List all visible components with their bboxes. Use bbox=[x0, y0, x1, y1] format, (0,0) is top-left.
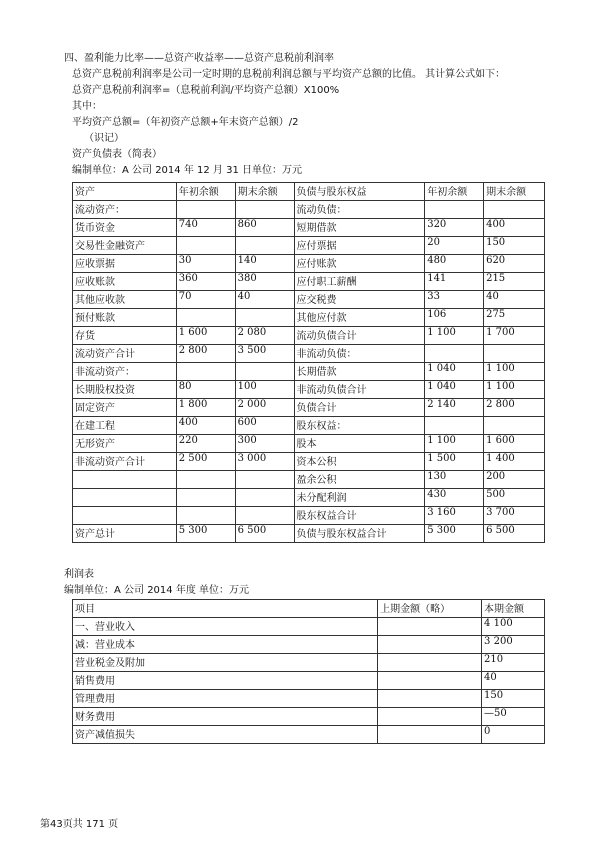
balance-sheet-unit: 编制单位：A 公司 2014 年 12 月 31 日单位：万元 bbox=[72, 165, 302, 176]
table-cell: 股东权益合计 bbox=[294, 507, 425, 525]
table-cell: 141 bbox=[425, 273, 484, 291]
table-cell: 1 040 bbox=[425, 363, 484, 381]
balance-sheet-title: 资产负债表（简表） bbox=[72, 149, 162, 160]
table-cell: 交易性金融资产 bbox=[73, 237, 177, 255]
table-cell: 220 bbox=[176, 435, 235, 453]
table-cell: 6 500 bbox=[484, 525, 545, 543]
table-cell: 80 bbox=[176, 381, 235, 399]
table-cell: 740 bbox=[176, 219, 235, 237]
table-row bbox=[73, 345, 545, 363]
table-cell: 215 bbox=[484, 273, 545, 291]
table-cell: 预付账款 bbox=[73, 309, 177, 327]
section-heading: 四、盈利能力比率——总资产收益率——总资产息税前利润率 bbox=[64, 53, 334, 64]
table-cell bbox=[176, 237, 235, 255]
table-cell: 3 000 bbox=[235, 453, 294, 471]
formula-text: 总资产息税前利润率=（息税前利润/平均资产总额）X100% bbox=[72, 85, 340, 96]
table-cell: 380 bbox=[235, 273, 294, 291]
table-cell: 620 bbox=[484, 255, 545, 273]
table-cell bbox=[235, 237, 294, 255]
table-cell: 应付职工薪酬 bbox=[294, 273, 425, 291]
table-cell bbox=[378, 654, 482, 672]
table-cell: 500 bbox=[484, 489, 545, 507]
table-cell: 1 800 bbox=[176, 399, 235, 417]
table-cell bbox=[73, 507, 177, 525]
table-cell: 300 bbox=[235, 435, 294, 453]
table-cell bbox=[176, 309, 235, 327]
table-cell bbox=[425, 345, 484, 363]
table-row bbox=[73, 201, 545, 219]
table-cell: 应付账款 bbox=[294, 255, 425, 273]
table-cell: 860 bbox=[235, 219, 294, 237]
table-cell bbox=[484, 345, 545, 363]
table-cell: 600 bbox=[235, 417, 294, 435]
income-unit: 编制单位：A 公司 2014 年度 单位：万元 bbox=[64, 585, 250, 596]
table-cell: 4 100 bbox=[482, 618, 545, 636]
table-cell: 项目 bbox=[73, 600, 378, 618]
table-row bbox=[73, 525, 545, 543]
table-cell: 1 700 bbox=[484, 327, 545, 345]
table-header-row bbox=[73, 183, 545, 201]
table-cell: 1 040 bbox=[425, 381, 484, 399]
table-cell bbox=[378, 672, 482, 690]
income-title: 利润表 bbox=[64, 569, 94, 580]
table-cell bbox=[176, 471, 235, 489]
table-cell: 非流动负债： bbox=[294, 345, 425, 363]
table-row bbox=[73, 291, 545, 309]
avg-formula-text: 平均资产总额=（年初资产总额+年末资产总额）/2 bbox=[72, 117, 299, 128]
table-cell: 未分配利润 bbox=[294, 489, 425, 507]
table-cell: 应收账款 bbox=[73, 273, 177, 291]
table-row bbox=[73, 435, 545, 453]
table-cell: 1 600 bbox=[176, 327, 235, 345]
table-row bbox=[73, 636, 545, 654]
table-cell: 长期股权投资 bbox=[73, 381, 177, 399]
page-footer: 第43页共 171 页 bbox=[40, 819, 119, 830]
table-cell: 2 500 bbox=[176, 453, 235, 471]
table-row bbox=[73, 471, 545, 489]
where-text: 其中： bbox=[72, 101, 102, 112]
table-cell: 流动负债： bbox=[294, 201, 425, 219]
table-cell: 5 300 bbox=[176, 525, 235, 543]
table-cell: 200 bbox=[484, 471, 545, 489]
table-cell: 存货 bbox=[73, 327, 177, 345]
table-cell: 资产 bbox=[73, 183, 177, 201]
table-cell: 盈余公积 bbox=[294, 471, 425, 489]
table-row bbox=[73, 507, 545, 525]
table-cell: 负债与股东权益合计 bbox=[294, 525, 425, 543]
table-cell bbox=[484, 417, 545, 435]
table-cell: 106 bbox=[425, 309, 484, 327]
table-row bbox=[73, 489, 545, 507]
table-cell: 负债与股东权益 bbox=[294, 183, 425, 201]
table-cell: 3 500 bbox=[235, 345, 294, 363]
table-cell: 40 bbox=[235, 291, 294, 309]
table-cell: 1 600 bbox=[484, 435, 545, 453]
table-cell: 应交税费 bbox=[294, 291, 425, 309]
table-cell bbox=[176, 363, 235, 381]
table-cell: 货币资金 bbox=[73, 219, 177, 237]
note-text: （识记） bbox=[84, 133, 124, 144]
table-cell: 150 bbox=[484, 237, 545, 255]
table-row bbox=[73, 417, 545, 435]
table-cell: 年初余额 bbox=[425, 183, 484, 201]
table-cell bbox=[378, 726, 482, 744]
table-cell bbox=[176, 201, 235, 219]
table-cell: 负债合计 bbox=[294, 399, 425, 417]
table-cell: 减：营业成本 bbox=[73, 636, 378, 654]
table-cell bbox=[378, 690, 482, 708]
table-cell: 1 400 bbox=[484, 453, 545, 471]
table-cell: 营业税金及附加 bbox=[73, 654, 378, 672]
table-cell bbox=[235, 507, 294, 525]
table-cell bbox=[425, 201, 484, 219]
table-cell: 其他应付款 bbox=[294, 309, 425, 327]
table-cell: 140 bbox=[235, 255, 294, 273]
table-row bbox=[73, 654, 545, 672]
table-cell: 期末余额 bbox=[235, 183, 294, 201]
table-cell: 2 800 bbox=[484, 399, 545, 417]
table-cell: 400 bbox=[484, 219, 545, 237]
table-cell: 2 800 bbox=[176, 345, 235, 363]
table-cell bbox=[484, 201, 545, 219]
table-cell: 非流动资产： bbox=[73, 363, 177, 381]
table-cell: 30 bbox=[176, 255, 235, 273]
table-cell: 480 bbox=[425, 255, 484, 273]
table-cell: 流动资产： bbox=[73, 201, 177, 219]
table-cell: 3 700 bbox=[484, 507, 545, 525]
table-cell: 430 bbox=[425, 489, 484, 507]
table-cell: 100 bbox=[235, 381, 294, 399]
table-cell: 非流动负债合计 bbox=[294, 381, 425, 399]
table-cell: 流动资产合计 bbox=[73, 345, 177, 363]
income-statement-table bbox=[72, 599, 545, 744]
table-cell: 70 bbox=[176, 291, 235, 309]
table-cell: 1 100 bbox=[484, 381, 545, 399]
table-cell bbox=[73, 489, 177, 507]
table-cell: 33 bbox=[425, 291, 484, 309]
table-row bbox=[73, 273, 545, 291]
table-cell: 360 bbox=[176, 273, 235, 291]
table-row bbox=[73, 399, 545, 417]
table-cell: 固定资产 bbox=[73, 399, 177, 417]
table-row bbox=[73, 708, 545, 726]
table-cell: 130 bbox=[425, 471, 484, 489]
table-cell: 长期借款 bbox=[294, 363, 425, 381]
table-cell: 2 000 bbox=[235, 399, 294, 417]
table-row bbox=[73, 327, 545, 345]
table-cell bbox=[176, 489, 235, 507]
table-row bbox=[73, 381, 545, 399]
table-cell: 150 bbox=[482, 690, 545, 708]
table-cell: 本期金额 bbox=[482, 600, 545, 618]
table-cell: 股本 bbox=[294, 435, 425, 453]
table-cell: 3 200 bbox=[482, 636, 545, 654]
table-cell: 年初余额 bbox=[176, 183, 235, 201]
table-cell: —50 bbox=[482, 708, 545, 726]
table-cell bbox=[235, 489, 294, 507]
table-cell bbox=[235, 309, 294, 327]
table-cell: 400 bbox=[176, 417, 235, 435]
table-cell: 资产减值损失 bbox=[73, 726, 378, 744]
table-row bbox=[73, 219, 545, 237]
table-cell: 1 500 bbox=[425, 453, 484, 471]
table-cell: 股东权益： bbox=[294, 417, 425, 435]
table-cell bbox=[235, 363, 294, 381]
table-cell: 2 140 bbox=[425, 399, 484, 417]
definition-text: 总资产息税前利润率是公司一定时期的息税前利润总额与平均资产总额的比值。 其计算公式如下： bbox=[72, 69, 506, 80]
table-cell bbox=[235, 201, 294, 219]
table-cell bbox=[235, 471, 294, 489]
table-cell: 管理费用 bbox=[73, 690, 378, 708]
table-cell: 320 bbox=[425, 219, 484, 237]
table-cell: 应收票据 bbox=[73, 255, 177, 273]
table-cell: 一、营业收入 bbox=[73, 618, 378, 636]
table-row bbox=[73, 618, 545, 636]
balance-sheet-table bbox=[72, 182, 545, 543]
table-row bbox=[73, 309, 545, 327]
table-cell: 其他应收款 bbox=[73, 291, 177, 309]
table-cell: 5 300 bbox=[425, 525, 484, 543]
table-cell: 流动负债合计 bbox=[294, 327, 425, 345]
table-cell: 非流动资产合计 bbox=[73, 453, 177, 471]
table-row bbox=[73, 363, 545, 381]
table-cell: 财务费用 bbox=[73, 708, 378, 726]
table-cell bbox=[425, 417, 484, 435]
table-cell: 上期金额（略） bbox=[378, 600, 482, 618]
table-row bbox=[73, 672, 545, 690]
table-cell: 275 bbox=[484, 309, 545, 327]
table-cell: 期末余额 bbox=[484, 183, 545, 201]
table-row bbox=[73, 690, 545, 708]
table-cell: 2 080 bbox=[235, 327, 294, 345]
table-cell: 3 160 bbox=[425, 507, 484, 525]
table-cell bbox=[176, 507, 235, 525]
table-cell: 6 500 bbox=[235, 525, 294, 543]
table-cell: 无形资产 bbox=[73, 435, 177, 453]
table-cell: 资产总计 bbox=[73, 525, 177, 543]
table-row bbox=[73, 255, 545, 273]
table-cell: 在建工程 bbox=[73, 417, 177, 435]
table-cell: 销售费用 bbox=[73, 672, 378, 690]
table-row bbox=[73, 237, 545, 255]
table-cell: 40 bbox=[482, 672, 545, 690]
table-cell bbox=[378, 618, 482, 636]
table-header-row bbox=[73, 600, 545, 618]
table-cell: 1 100 bbox=[425, 327, 484, 345]
table-cell: 短期借款 bbox=[294, 219, 425, 237]
table-cell: 应付票据 bbox=[294, 237, 425, 255]
table-cell: 1 100 bbox=[425, 435, 484, 453]
table-cell: 20 bbox=[425, 237, 484, 255]
table-row bbox=[73, 453, 545, 471]
table-cell: 0 bbox=[482, 726, 545, 744]
table-cell: 40 bbox=[484, 291, 545, 309]
table-cell: 1 100 bbox=[484, 363, 545, 381]
table-cell: 210 bbox=[482, 654, 545, 672]
table-cell bbox=[378, 636, 482, 654]
table-cell bbox=[378, 708, 482, 726]
table-cell bbox=[73, 471, 177, 489]
table-cell: 资本公积 bbox=[294, 453, 425, 471]
table-row bbox=[73, 726, 545, 744]
